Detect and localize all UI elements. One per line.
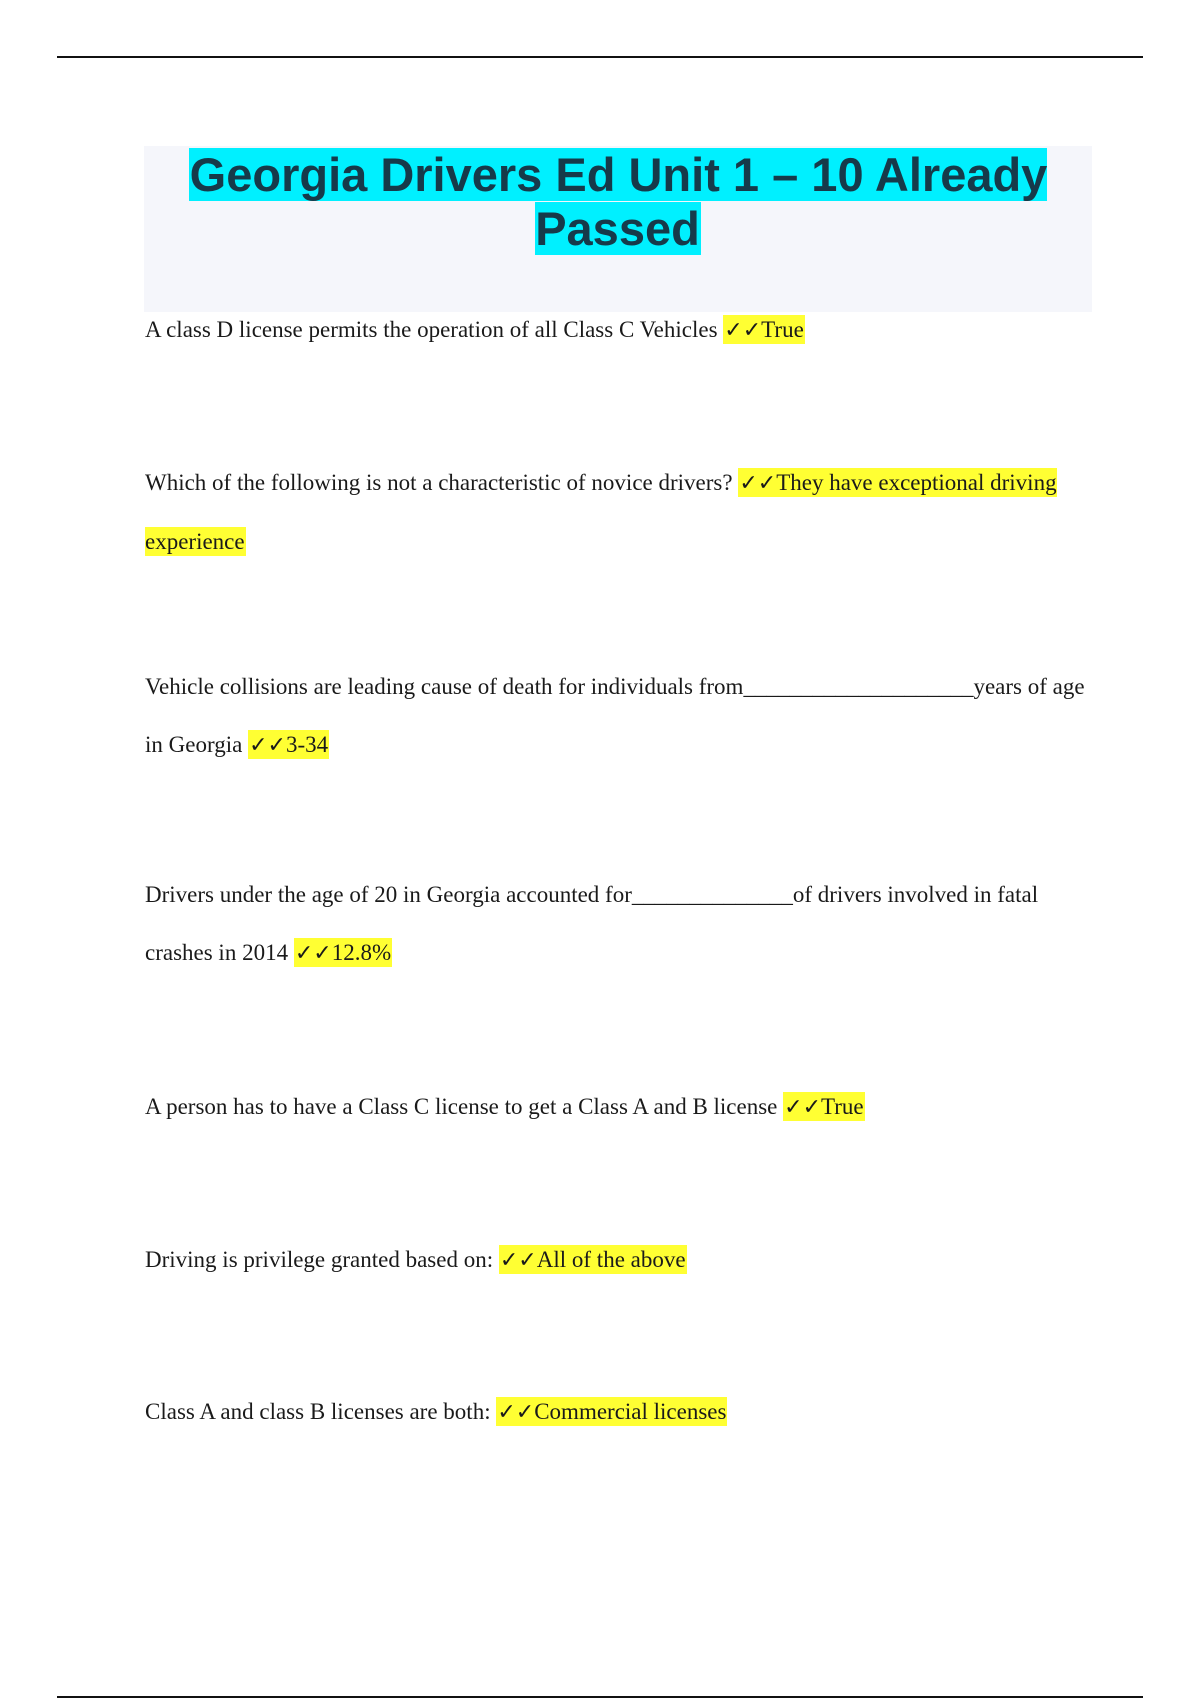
- answer-highlight: [723, 315, 804, 344]
- answer-text: They have exceptional driving experience: [145, 470, 1057, 554]
- answer-text: 3-34: [285, 732, 329, 757]
- qa-item-2: [145, 454, 1095, 571]
- question-text: Which of the following is not a characteristic of novice drivers?: [145, 470, 733, 495]
- question-text: A person has to have a Class C license to get a Class A and B license: [145, 1094, 778, 1119]
- qa-item-6: [145, 1231, 1095, 1290]
- question-text: Class A and class B licenses are both:: [145, 1399, 491, 1424]
- question-text: Driving is privilege granted based on:: [145, 1247, 494, 1272]
- double-check-icon: ✓✓: [499, 1248, 537, 1273]
- answer-highlight: [499, 1245, 687, 1274]
- answer-text: True: [821, 1094, 864, 1119]
- qa-item-3: [145, 658, 1095, 775]
- answer-highlight: [248, 730, 329, 759]
- answer-highlight: [783, 1092, 864, 1121]
- header-rule: [57, 56, 1143, 58]
- title-block: [144, 146, 1092, 312]
- answer-highlight: [294, 938, 392, 967]
- question-text: Vehicle collisions are leading cause of death for individuals from____________________years of age in Georgia: [145, 674, 1085, 757]
- double-check-icon: ✓✓: [294, 941, 332, 966]
- answer-highlight: [496, 1397, 727, 1426]
- double-check-icon: ✓✓: [739, 471, 777, 496]
- answer-text: Commercial licenses: [534, 1399, 727, 1424]
- answer-text: All of the above: [536, 1247, 686, 1272]
- double-check-icon: ✓✓: [497, 1400, 535, 1425]
- qa-item-4: [145, 866, 1095, 983]
- double-check-icon: ✓✓: [724, 318, 762, 343]
- qa-item-1: [145, 301, 1095, 360]
- double-check-icon: ✓✓: [249, 733, 286, 758]
- question-text: A class D license permits the operation of all Class C Vehicles: [145, 317, 718, 342]
- document-title: [144, 146, 1092, 256]
- question-text: Drivers under the age of 20 in Georgia accounted for______________of drivers involved in fatal crashes in 2014: [145, 882, 1039, 965]
- qa-item-5: [145, 1078, 1095, 1137]
- footer-rule: [57, 1696, 1143, 1698]
- answer-text: 12.8%: [331, 940, 392, 965]
- qa-item-7: [145, 1383, 1095, 1442]
- document-title-text: Georgia Drivers Ed Unit 1 – 10 Already Passed: [189, 148, 1048, 255]
- double-check-icon: ✓✓: [784, 1095, 822, 1120]
- answer-text: True: [761, 317, 804, 342]
